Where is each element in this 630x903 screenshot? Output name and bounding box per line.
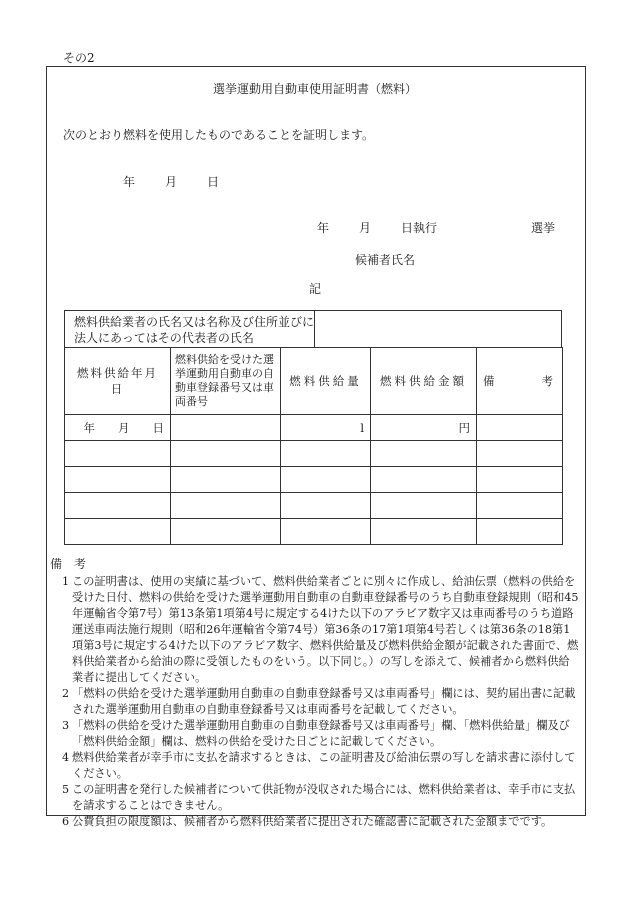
- cell-registration[interactable]: [171, 415, 281, 441]
- note-text: 「燃料の供給を受けた選挙運動用自動車の自動車登録番号又は車両番号」欄、「燃料供給量」欄及び「燃料供給金額」欄は、燃料の供給を受けた日ごとに記載してください。: [72, 719, 570, 748]
- date-year-label: 年: [123, 175, 136, 189]
- page-label: その2: [63, 51, 95, 65]
- cell-quantity[interactable]: [281, 467, 371, 493]
- candidate-name-label: 候補者氏名: [355, 253, 416, 267]
- cell-quantity[interactable]: [281, 493, 371, 519]
- note-number: 2: [62, 687, 70, 700]
- cell-date[interactable]: [65, 467, 171, 493]
- supplier-separator: [314, 310, 315, 348]
- date-day-label: 日: [207, 175, 220, 189]
- note-text: この証明書は、使用の実績に基づいて、燃料供給業者ごとに別々に作成し、給油伝票（燃料の供給を受けた日付、燃料の供給を受けた選挙運動用自動車の自動車登録番号のうち自動車登録規則（昭和45年運輸省令第7号）第13条第1項第4号に規定する4けた以下のアラビア数字又は車両番号のうち道路運送車両法施行規則（昭和26年運輸省令第74号）第36条の17第1項第4号若しくは第36条の18第1項第3号に規定する4けた以下のアラビア数字、燃料供給量及び燃料供給金額が記載された書面で、燃料供給業者から給油の際に受領したものをいう。以下同じ。）の写しを添えて、候補者から燃料供給業者に提出してください。: [72, 575, 579, 684]
- ki-heading: 記: [309, 282, 322, 296]
- note-item: [50, 750, 580, 782]
- cell-amount[interactable]: [371, 519, 477, 545]
- cell-registration[interactable]: [171, 493, 281, 519]
- header-fuel-quantity: 燃料供給量: [281, 348, 371, 415]
- fuel-table: [64, 347, 563, 545]
- exec-month-label: 月: [359, 221, 372, 235]
- cell-remarks[interactable]: [477, 493, 563, 519]
- note-text: 公費負担の限度額は、候補者から燃料供給業者に提出された確認書に記載された金額までです。: [72, 815, 553, 828]
- certificate-date: [123, 173, 219, 190]
- note-text: 燃料供給業者が幸手市に支払を請求するときは、この証明書及び給油伝票の写しを請求書に添付してください。: [72, 751, 576, 780]
- cell-remarks[interactable]: [477, 415, 563, 441]
- notes-heading: 備 考: [50, 557, 87, 571]
- note-number: 1: [62, 575, 70, 588]
- election-label: 選挙: [531, 221, 556, 235]
- cell-registration[interactable]: [171, 519, 281, 545]
- cell-date[interactable]: 年 月 日: [65, 415, 171, 441]
- note-item: [50, 718, 580, 750]
- note-item: [50, 686, 580, 718]
- cell-amount[interactable]: [371, 441, 477, 467]
- header-remarks: [477, 348, 563, 415]
- election-exec-date: [317, 219, 437, 236]
- note-item: [50, 814, 580, 830]
- cell-quantity[interactable]: [281, 519, 371, 545]
- note-number: 5: [62, 783, 70, 796]
- cell-remarks[interactable]: [477, 519, 563, 545]
- cell-remarks[interactable]: [477, 467, 563, 493]
- header-supply-date: 燃料供給年月日: [65, 348, 171, 415]
- cell-date[interactable]: [65, 519, 171, 545]
- table-row: [65, 415, 563, 441]
- cell-quantity[interactable]: l: [281, 415, 371, 441]
- cell-amount[interactable]: 円: [371, 415, 477, 441]
- table-row: [65, 441, 563, 467]
- table-row: [65, 467, 563, 493]
- note-text: 「燃料の供給を受けた選挙運動用自動車の自動車登録番号又は車両番号」欄には、契約届出書に記載された選挙運動用自動車の自動車登録番号又は車両番号を記載してください。: [72, 687, 576, 716]
- exec-day-label: 日執行: [401, 221, 438, 235]
- cell-amount[interactable]: [371, 467, 477, 493]
- note-item: [50, 574, 580, 686]
- note-number: 6: [62, 815, 70, 828]
- supplier-label: 燃料供給業者の氏名又は名称及び住所並びに法人にあってはその代表者の氏名: [74, 315, 315, 345]
- header-fuel-amount: 燃料供給金額: [371, 348, 477, 415]
- cell-registration[interactable]: [171, 467, 281, 493]
- table-row: [65, 493, 563, 519]
- note-number: 3: [62, 719, 70, 732]
- cell-date[interactable]: [65, 441, 171, 467]
- table-row: [65, 519, 563, 545]
- note-number: 4: [62, 751, 70, 764]
- document-title: 選挙運動用自動車使用証明書（燃料）: [212, 82, 417, 96]
- note-text: この証明書を発行した候補者について供託物が没収された場合には、燃料供給業者は、幸手市に支払を請求することはできません。: [72, 783, 576, 812]
- cell-quantity[interactable]: [281, 441, 371, 467]
- table-header-row: [65, 348, 563, 415]
- cell-registration[interactable]: [171, 441, 281, 467]
- cell-amount[interactable]: [371, 493, 477, 519]
- cell-remarks[interactable]: [477, 441, 563, 467]
- cell-date[interactable]: [65, 493, 171, 519]
- header-remarks-text: 備 考: [483, 374, 553, 388]
- note-item: [50, 782, 580, 814]
- date-month-label: 月: [165, 175, 178, 189]
- header-registration-number: 燃料供給を受けた選挙運動用自動車の自動車登録番号又は車両番号: [171, 348, 281, 415]
- exec-year-label: 年: [317, 221, 330, 235]
- intro-text: 次のとおり燃料を使用したものであることを証明します。: [63, 128, 375, 142]
